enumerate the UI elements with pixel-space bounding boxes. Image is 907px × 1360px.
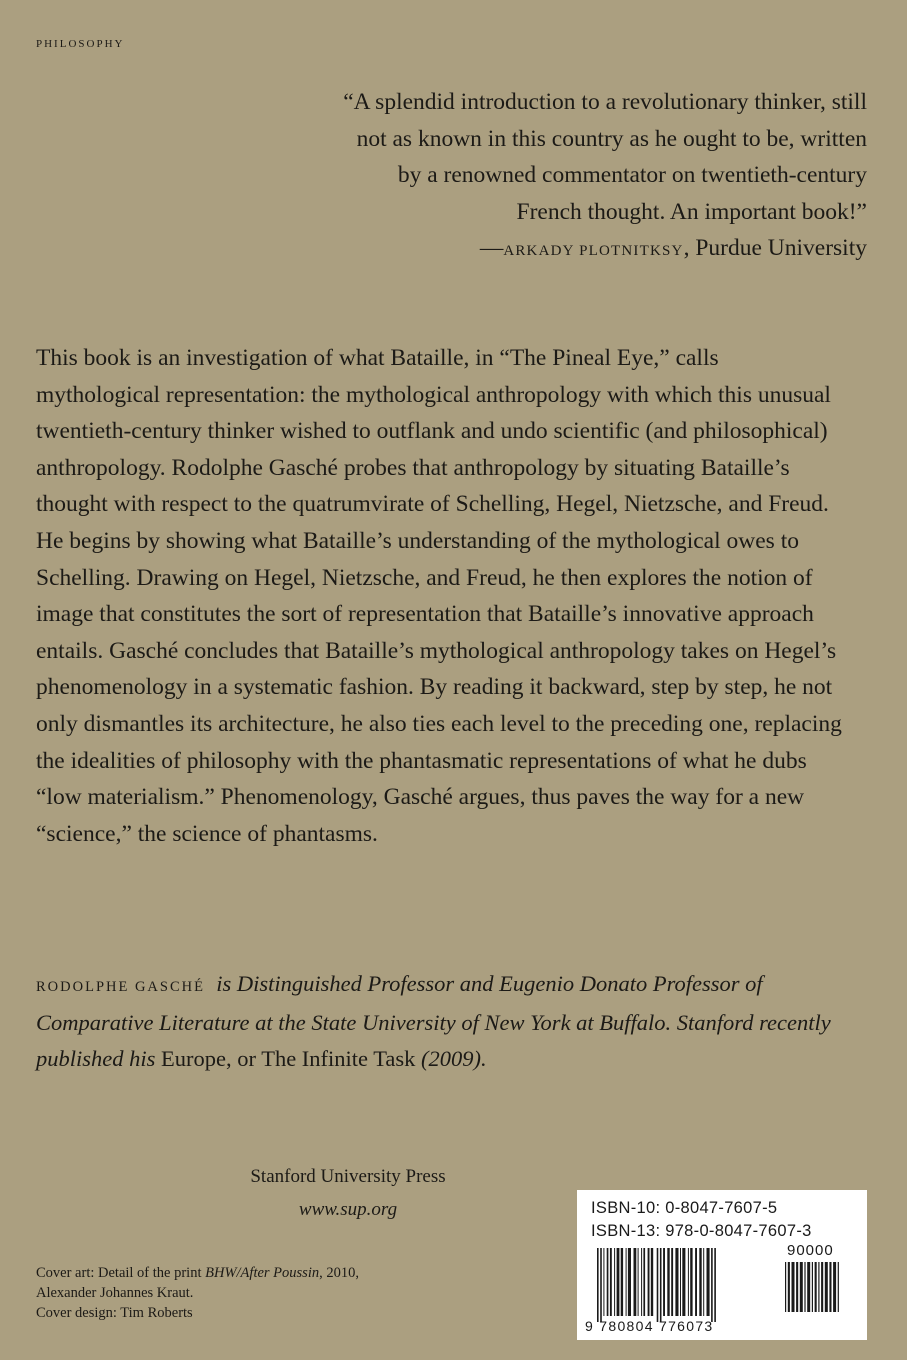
barcode-bar — [796, 1262, 798, 1312]
barcode-bar — [628, 1248, 631, 1316]
barcode-bar — [707, 1248, 710, 1316]
barcode-bar — [607, 1248, 609, 1316]
barcode-bar — [614, 1248, 615, 1316]
barcode-bar — [651, 1248, 653, 1316]
barcode-bar — [714, 1248, 716, 1322]
endorsement-quote — [267, 84, 867, 270]
description-line: This book is an investigation of what Bataille, in “The Pineal Eye,” calls — [36, 345, 719, 371]
barcode-bar — [600, 1248, 602, 1322]
quote-line: not as known in this country as he ought to be, written — [356, 125, 867, 152]
bio-text: published his — [36, 1046, 156, 1071]
author-bio — [36, 966, 886, 1077]
quote-attribution — [267, 230, 867, 270]
credit-text: Cover art: Detail of the print — [36, 1265, 202, 1281]
description-line: thought with respect to the quatrumvirate of Schelling, Hegel, Nietzsche, and Freud. — [36, 491, 829, 518]
barcode-bar — [657, 1248, 659, 1322]
barcode-bar — [682, 1248, 685, 1316]
publisher-block — [208, 1160, 488, 1226]
barcode-bar — [603, 1248, 604, 1316]
barcode-bar — [663, 1248, 665, 1316]
quote-line: by a renowned commentator on twentieth-century — [397, 162, 867, 188]
barcode-bar — [785, 1262, 786, 1312]
barcode-bar — [626, 1248, 627, 1316]
description-line: mythological representation: the mythological anthropology with which this unusual — [36, 381, 831, 408]
barcode-bar — [812, 1262, 813, 1312]
barcode-bar — [804, 1262, 805, 1312]
barcode-bar — [833, 1262, 836, 1312]
barcode-bar — [807, 1262, 810, 1312]
barcode-bar — [667, 1248, 669, 1316]
barcode-bar — [703, 1248, 704, 1316]
description-line: He begins by showing what Bataille’s understanding of the mythological owes to — [36, 527, 799, 554]
description-line: only dismantles its architecture, he also ties each level to the preceding one, replacing — [36, 710, 842, 737]
barcode-bar — [699, 1248, 701, 1316]
description-line: phenomenology in a systematic fashion. By reading it backward, step by step, he not — [36, 674, 833, 701]
barcode-bar — [671, 1248, 673, 1316]
barcode-bar — [617, 1248, 620, 1316]
cover-credits — [36, 1263, 436, 1323]
isbn-barcode — [577, 1190, 867, 1340]
description-line: anthropology. Rodolphe Gasché probes that anthropology by situating Bataille’s — [36, 454, 790, 481]
description-line: image that constitutes the sort of representation that Bataille’s innovative approach — [36, 601, 814, 628]
barcode-bar — [792, 1262, 795, 1312]
barcode-bar — [815, 1262, 817, 1312]
barcode-bar — [788, 1262, 790, 1312]
barcode-bar — [641, 1248, 642, 1316]
credit-line-1 — [36, 1263, 436, 1283]
barcode-bar — [829, 1262, 831, 1312]
barcode-addon-number: 90000 — [787, 1242, 834, 1259]
credit-line-2: Alexander Johannes Kraut. — [36, 1285, 194, 1301]
credit-text: , 2010, — [319, 1265, 359, 1281]
barcode-bar — [621, 1248, 623, 1316]
description-line: the idealities of philosophy with the phantasmatic representations of what he dubs — [36, 747, 807, 774]
attribution-name: ARKADY PLOTNITKSY — [503, 243, 684, 259]
description-line: entails. Gasché concludes that Bataille’s mythological anthropology takes on Hegel’s — [36, 637, 837, 664]
description-line: twentieth-century thinker wished to outflank and undo scientific (and philosophical) — [36, 418, 828, 445]
barcode-bar — [818, 1262, 819, 1312]
description-line: Schelling. Drawing on Hegel, Nietzsche, and Freud, he then explores the notion of — [36, 564, 813, 591]
barcode-bar — [597, 1248, 599, 1322]
bio-text: (2009). — [421, 1046, 487, 1071]
bio-line-3 — [36, 1041, 886, 1077]
isbn-13: ISBN-13: 978-0-8047-7607-3 — [591, 1222, 812, 1240]
book-title: Europe, or The Infinite Task — [161, 1046, 416, 1071]
barcode-bar — [634, 1248, 637, 1316]
quote-line: French thought. An important book!” — [516, 198, 867, 225]
bio-text: is Distinguished Professor and Eugenio Donato Professor of — [216, 971, 763, 996]
book-description — [36, 340, 886, 852]
barcode-digits: 9 780804 776073 — [585, 1318, 714, 1334]
bio-text: Comparative Literature at the State University of New York at Buffalo. Stanford recently — [36, 1010, 831, 1035]
publisher-url: www.sup.org — [298, 1199, 398, 1220]
barcode-bar — [688, 1248, 689, 1316]
barcode-bar — [690, 1248, 692, 1316]
bio-line-1 — [36, 966, 886, 1005]
description-line: “low materialism.” Phenomenology, Gasché argues, thus paves the way for a new — [36, 784, 805, 811]
barcode-bar — [675, 1248, 678, 1316]
isbn-10: ISBN-10: 0-8047-7607-5 — [591, 1199, 778, 1217]
barcode-bar — [660, 1248, 662, 1322]
barcode-bar — [648, 1248, 650, 1316]
publisher-name: Stanford University Press — [250, 1166, 446, 1187]
quote-line: “A splendid introduction to a revolutionary thinker, still — [343, 89, 867, 115]
artwork-title: BHW/After Poussin — [205, 1265, 320, 1281]
category-label: PHILOSOPHY — [36, 38, 125, 50]
barcode-bar — [643, 1248, 645, 1316]
barcode-bar — [800, 1262, 803, 1312]
author-name: RODOLPHE GASCHÉ — [36, 979, 205, 995]
attribution-affiliation: , Purdue University — [683, 235, 867, 261]
description-line: “science,” the science of phantasms. — [36, 820, 378, 847]
barcode-bar — [821, 1262, 823, 1312]
bio-line-2 — [36, 1005, 886, 1041]
barcode-bar — [695, 1248, 697, 1316]
credit-line-3: Cover design: Tim Roberts — [36, 1305, 193, 1321]
attribution-dash: — — [479, 235, 504, 261]
barcode-bar — [711, 1248, 713, 1322]
barcode-bar — [610, 1248, 612, 1316]
barcode-bar — [638, 1248, 639, 1316]
barcode-bar — [680, 1248, 681, 1316]
barcode-bar — [838, 1262, 839, 1312]
barcode-bar — [825, 1262, 828, 1312]
